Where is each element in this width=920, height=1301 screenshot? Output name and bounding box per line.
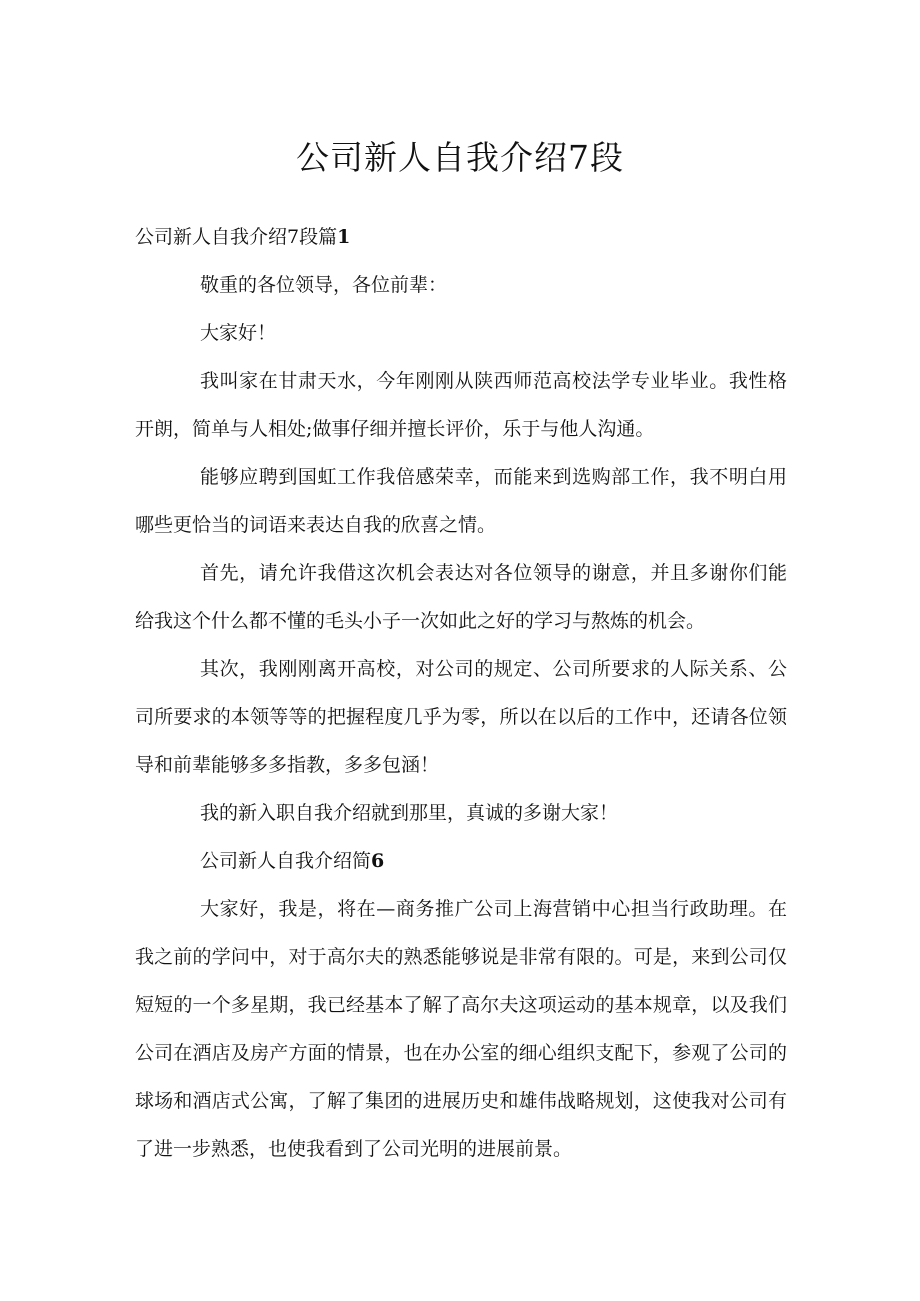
section-heading-number: 6 [371,850,385,872]
paragraph-hello: 大家好！ [200,322,277,344]
section-heading-text: 公司新人自我介绍7段篇 [135,226,338,248]
paragraph-honored: 能够应聘到国虹工作我倍感荣幸，而能来到选购部工作，我不明白用哪些更恰当的词语来表达自我的欣喜之情。 [135,466,787,536]
paragraph-greeting-salutation: 敬重的各位领导，各位前辈： [200,274,448,296]
paragraph-self-intro: 我叫家在甘肃天水，今年刚刚从陕西师范高校法学专业毕业。我性格开朗，简单与人相处;做事仔细并擅长评价，乐于与他人沟通。 [135,370,787,440]
section-heading-2 [135,837,787,885]
section-heading-1 [135,213,787,261]
paragraph-request-guidance: 其次，我刚刚离开高校，对公司的规定、公司所要求的人际关系、公司所要求的本领等等的把握程度几乎为零，所以在以后的工作中，还请各位领导和前辈能够多多指教，多多包涵！ [135,658,787,776]
paragraph-closing: 我的新入职自我介绍就到那里，真诚的多谢大家！ [200,802,619,824]
document-body [135,213,787,1173]
paragraph-admin-intro: 大家好，我是，将在—商务推广公司上海营销中心担当行政助理。在我之前的学问中，对于高尔夫的熟悉能够说是非常有限的。可是，来到公司仅短短的一个多星期，我已经基本了解了高尔夫这项运动的基本规章，以及我们公司在酒店及房产方面的情景，也在办公室的细心组织支配下，参观了公司的球场和酒店式公寓，了解了集团的进展历史和雄伟战略规划，这使我对公司有了进一步熟悉，也使我看到了公司光明的进展前景。 [135,898,787,1160]
section-heading-number: 1 [337,226,351,248]
document-title: 公司新人自我介绍7段 [296,138,624,177]
paragraph-thanks: 首先，请允许我借这次机会表达对各位领导的谢意，并且多谢你们能给我这个什么都不懂的毛头小子一次如此之好的学习与熬炼的机会。 [135,562,787,632]
section-heading-text: 公司新人自我介绍简 [200,850,372,872]
